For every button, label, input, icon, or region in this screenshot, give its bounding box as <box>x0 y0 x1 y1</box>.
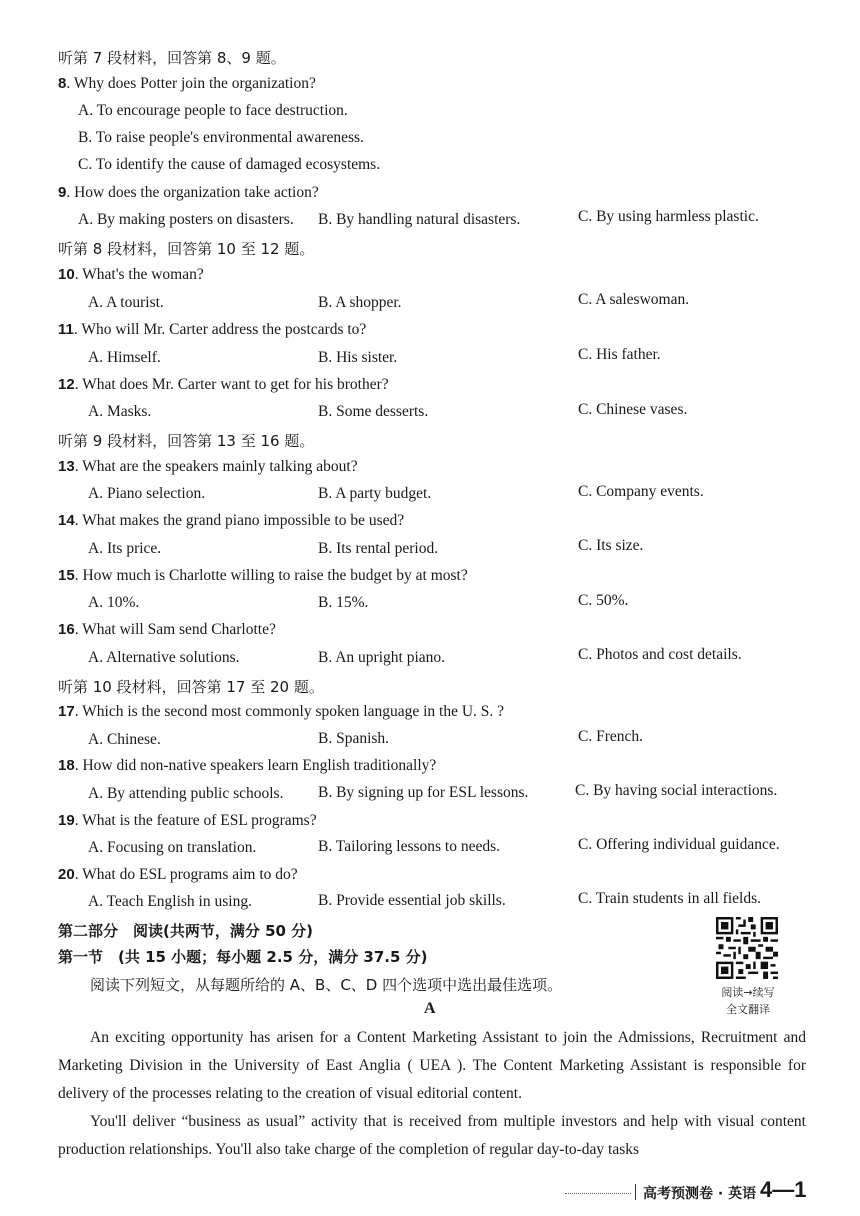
option-a: A. Chinese. <box>88 731 161 748</box>
question-19 <box>58 812 317 830</box>
question-text: . What is the feature of ESL programs? <box>74 812 317 829</box>
option-b: B. A party budget. <box>318 485 432 502</box>
question-text: . Why does Potter join the organization? <box>66 75 316 92</box>
section-intro: 听第 8 段材料，回答第 10 至 12 题。 <box>58 240 315 258</box>
instruction: 阅读下列短文，从每题所给的 A、B、C、D 四个选项中选出最佳选项。 <box>90 976 563 994</box>
question-20 <box>58 866 298 884</box>
question-18 <box>58 757 436 775</box>
question-number: 14 <box>58 512 75 529</box>
question-text: . Who will Mr. Carter address the postcards to? <box>73 321 367 338</box>
qr-caption: 全文翻译 <box>726 1003 770 1016</box>
passage-paragraph: An exciting opportunity has arisen for a Content Marketing Assistant to join the Admissions, Recruitment and Marketing Division in the University of East Anglia ( UEA ). The Content Marketing Assistant is responsible for delivery of the processes relating to the creation of visual editorial content. <box>58 1029 806 1102</box>
section-intro: 听第 10 段材料，回答第 17 至 20 题。 <box>58 678 324 696</box>
option-c: C. Photos and cost details. <box>578 646 742 663</box>
option-a: A. Masks. <box>88 403 152 420</box>
option-a: A. By making posters on disasters. <box>78 211 294 228</box>
question-15 <box>58 567 468 585</box>
question-number: 20 <box>58 866 75 883</box>
option-b: B. His sister. <box>318 349 398 366</box>
question-number: 13 <box>58 458 75 475</box>
question-9 <box>58 184 319 202</box>
option-a: A. Focusing on translation. <box>88 839 257 856</box>
question-number: 19 <box>58 812 75 829</box>
qr-code-icon <box>716 917 778 979</box>
option-c: C. His father. <box>578 346 661 363</box>
option-b: B. A shopper. <box>318 294 402 311</box>
question-number: 11 <box>58 321 74 338</box>
question-number: 8 <box>58 75 67 92</box>
question-text: . Which is the second most commonly spoken language in the U. S. ? <box>74 703 505 720</box>
option-a: A. By attending public schools. <box>88 785 284 802</box>
question-number: 12 <box>58 376 75 393</box>
option-b: B. Spanish. <box>318 730 390 747</box>
option-c: C. Company events. <box>578 483 704 500</box>
option-c: C. A saleswoman. <box>578 291 690 308</box>
question-text: . What's the woman? <box>74 266 204 283</box>
passage-paragraph: You'll deliver “business as usual” activity that is received from multiple investors and help with visual content production relationships. You'll also take charge of the completion of regular day-to-day tasks <box>58 1113 806 1158</box>
option-c: C. 50%. <box>578 592 629 609</box>
option-b: B. By signing up for ESL lessons. <box>318 784 529 801</box>
question-number: 18 <box>58 757 75 774</box>
option-a: A. Himself. <box>88 349 161 366</box>
option-a: A. Its price. <box>88 540 162 557</box>
option-b: B. By handling natural disasters. <box>318 211 521 228</box>
qr-caption: 阅读→续写 <box>721 986 775 999</box>
option-c: C. To identify the cause of damaged ecosystems. <box>78 156 381 173</box>
option-a: A. To encourage people to face destruction. <box>78 102 348 119</box>
footer-divider <box>635 1184 636 1200</box>
option-b: B. Tailoring lessons to needs. <box>318 838 501 855</box>
option-c: C. Its size. <box>578 537 644 554</box>
passage-label: A <box>424 1000 436 1017</box>
option-a: A. Piano selection. <box>88 485 206 502</box>
question-number: 17 <box>58 703 75 720</box>
option-c: C. Train students in all fields. <box>578 890 761 907</box>
part-title: 第二部分 阅读(共两节，满分 50 分) <box>58 922 314 940</box>
option-a: A. Alternative solutions. <box>88 649 240 666</box>
question-number: 15 <box>58 567 75 584</box>
question-text: . What are the speakers mainly talking about? <box>74 458 358 475</box>
page-number: 4—1 <box>760 1177 807 1202</box>
question-13 <box>58 458 358 476</box>
question-text: . How did non-native speakers learn English traditionally? <box>74 757 437 774</box>
option-b: B. 15%. <box>318 594 369 611</box>
question-10 <box>58 266 204 284</box>
footer-divider <box>565 1193 631 1194</box>
section-intro: 听第 7 段材料，回答第 8、9 题。 <box>58 49 286 67</box>
question-text: . What makes the grand piano impossible to be used? <box>74 512 405 529</box>
option-b: B. To raise people's environmental awareness. <box>78 129 364 146</box>
option-c: C. By having social interactions. <box>575 782 778 799</box>
question-text: . How much is Charlotte willing to raise the budget by at most? <box>74 567 468 584</box>
question-8 <box>58 75 316 93</box>
option-c: C. French. <box>578 728 644 745</box>
question-14 <box>58 512 404 530</box>
option-c: C. Offering individual guidance. <box>578 836 780 853</box>
question-number: 10 <box>58 266 75 283</box>
footer-label: 高考预测卷 · 英语 <box>643 1186 757 1202</box>
option-b: B. Provide essential job skills. <box>318 892 506 909</box>
question-16 <box>58 621 276 639</box>
question-text: . How does the organization take action? <box>66 184 319 201</box>
question-number: 16 <box>58 621 75 638</box>
option-a: A. Teach English in using. <box>88 893 252 910</box>
question-12 <box>58 376 389 394</box>
option-b: B. Its rental period. <box>318 540 439 557</box>
question-number: 9 <box>58 184 67 201</box>
section-title: 第一节 (共 15 小题；每小题 2.5 分，满分 37.5 分) <box>58 948 428 966</box>
question-text: . What does Mr. Carter want to get for his brother? <box>74 376 389 393</box>
option-a: A. A tourist. <box>88 294 164 311</box>
option-c: C. By using harmless plastic. <box>578 208 759 225</box>
question-text: . What will Sam send Charlotte? <box>74 621 276 638</box>
option-a: A. 10%. <box>88 594 140 611</box>
question-text: . What do ESL programs aim to do? <box>74 866 298 883</box>
option-c: C. Chinese vases. <box>578 401 688 418</box>
page-footer <box>565 1177 815 1206</box>
question-17 <box>58 703 504 721</box>
question-11 <box>58 321 366 339</box>
section-intro: 听第 9 段材料，回答第 13 至 16 题。 <box>58 432 315 450</box>
option-b: B. Some desserts. <box>318 403 429 420</box>
option-b: B. An upright piano. <box>318 649 446 666</box>
